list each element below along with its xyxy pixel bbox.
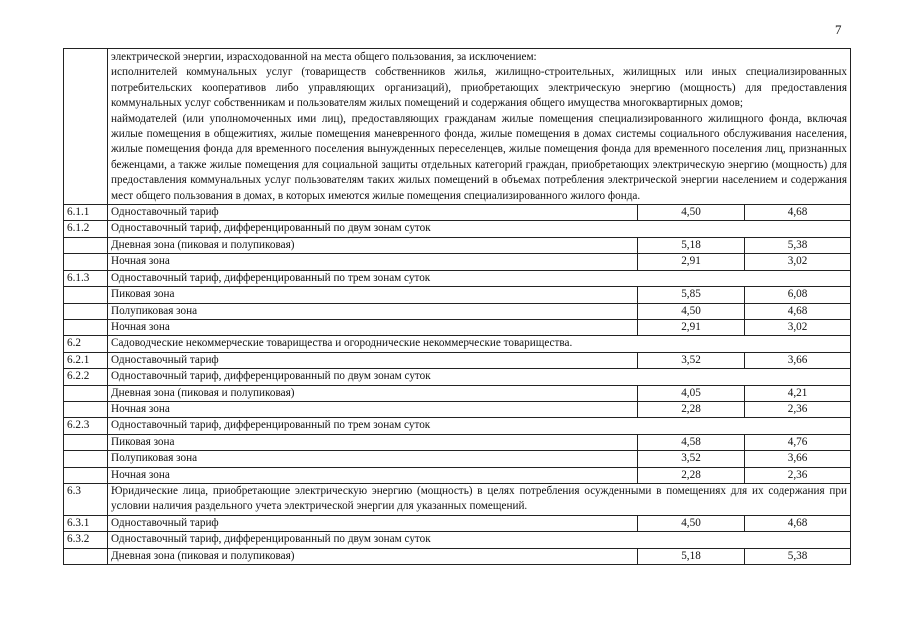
intro-line: наймодателей (или уполномоченных ими лиц), предоставляющих гражданам жилые помещения специализированного жилищного фонда, включая жилые помещения в общежитиях, жилые помещения маневренного фонда, жилые помещения в домах системы социального обслуживания населения, жилые помещения фонда для временного поселения вынужденных переселенцев, жилые помещения фонда для временного поселения лиц, признанных беженцами, а также жилые помещения для социальной защиты отдельных категорий граждан, приобретающих электрическую энергию (мощность) для предоставления коммунальных услуг пользователям таких жилых помещений в объемах потребления электрической энергии населением и содержания мест общего пользования в домах, в которых имеются жилые помещения специализированного жилого фонда. xyxy=(111,112,848,202)
row-number: 6.2.3 xyxy=(64,418,108,434)
row-number: 6.3.1 xyxy=(64,515,108,531)
row-number: 6.2.1 xyxy=(64,352,108,368)
tariff-value-2: 2,36 xyxy=(745,401,851,417)
tariff-value-2: 4,76 xyxy=(745,434,851,450)
tariff-value-2: 5,38 xyxy=(745,237,851,253)
table-row xyxy=(64,287,851,303)
row-number xyxy=(64,467,108,483)
tariff-value-1: 2,91 xyxy=(638,319,745,335)
tariff-value-1: 4,50 xyxy=(638,205,745,221)
row-number xyxy=(64,254,108,270)
row-number: 6.2 xyxy=(64,336,108,352)
row-label: Ночная зона xyxy=(108,254,638,270)
tariff-value-2: 4,68 xyxy=(745,303,851,319)
tariff-value-1: 3,52 xyxy=(638,352,745,368)
tariff-value-1: 3,52 xyxy=(638,451,745,467)
table-row xyxy=(64,205,851,221)
row-label: Ночная зона xyxy=(108,401,638,417)
tariff-value-1: 2,28 xyxy=(638,467,745,483)
row-label: Одноставочный тариф, дифференцированный по двум зонам суток xyxy=(108,532,851,548)
table-row xyxy=(64,352,851,368)
row-number: 6.1.3 xyxy=(64,270,108,286)
row-number xyxy=(64,319,108,335)
row-label: Одноставочный тариф xyxy=(108,515,638,531)
row-number xyxy=(64,434,108,450)
tariff-value-1: 4,50 xyxy=(638,515,745,531)
row-label: Полупиковая зона xyxy=(108,451,638,467)
row-label: Пиковая зона xyxy=(108,434,638,450)
row-label: Одноставочный тариф, дифференцированный по двум зонам суток xyxy=(108,369,851,385)
row-number xyxy=(64,385,108,401)
intro-line: электрической энергии, израсходованной на места общего пользования, за исключением: xyxy=(111,51,537,63)
row-label: Юридические лица, приобретающие электрическую энергию (мощность) в целях потребления осужденными в помещениях для их содержания при условии наличия раздельного учета электрической энергии для указанных помещений. xyxy=(108,483,851,515)
tariff-value-1: 4,58 xyxy=(638,434,745,450)
intro-line: исполнителей коммунальных услуг (товариществ собственников жилья, жилищно-строительных, жилищных или иных специализированных потребительских кооперативов либо управляющих организаций), приобретающих электрическую энергию (мощность) для предоставления коммунальных услуг собственникам и пользователям жилых помещений и содержания общего имущества многоквартирных домов; xyxy=(111,66,848,110)
tariff-value-2: 6,08 xyxy=(745,287,851,303)
table-row xyxy=(64,483,851,515)
tariff-value-1: 5,18 xyxy=(638,237,745,253)
tariff-value-1: 5,85 xyxy=(638,287,745,303)
row-label: Дневная зона (пиковая и полупиковая) xyxy=(108,385,638,401)
table-row xyxy=(64,515,851,531)
tariff-value-2: 4,21 xyxy=(745,385,851,401)
tariff-value-1: 2,91 xyxy=(638,254,745,270)
tariff-value-1: 4,05 xyxy=(638,385,745,401)
row-number xyxy=(64,303,108,319)
table-row xyxy=(64,434,851,450)
tariff-value-1: 5,18 xyxy=(638,548,745,564)
tariff-value-2: 5,38 xyxy=(745,548,851,564)
table-row xyxy=(64,548,851,564)
intro-row xyxy=(64,49,851,205)
row-number xyxy=(64,287,108,303)
tariff-value-2: 4,68 xyxy=(745,205,851,221)
tariff-value-2: 3,02 xyxy=(745,254,851,270)
intro-number-cell xyxy=(64,49,108,205)
table-row xyxy=(64,385,851,401)
tariff-value-2: 3,66 xyxy=(745,451,851,467)
table-row xyxy=(64,451,851,467)
row-label: Одноставочный тариф xyxy=(108,205,638,221)
row-number: 6.2.2 xyxy=(64,369,108,385)
row-number: 6.1.1 xyxy=(64,205,108,221)
row-number xyxy=(64,401,108,417)
row-label: Дневная зона (пиковая и полупиковая) xyxy=(108,548,638,564)
row-number: 6.1.2 xyxy=(64,221,108,237)
tariff-value-1: 4,50 xyxy=(638,303,745,319)
row-label: Одноставочный тариф, дифференцированный по двум зонам суток xyxy=(108,221,851,237)
table-row xyxy=(64,401,851,417)
row-number xyxy=(64,237,108,253)
page-number: 7 xyxy=(835,22,842,37)
row-label: Пиковая зона xyxy=(108,287,638,303)
row-number: 6.3.2 xyxy=(64,532,108,548)
row-label: Дневная зона (пиковая и полупиковая) xyxy=(108,237,638,253)
tariff-table xyxy=(63,48,851,565)
row-number xyxy=(64,548,108,564)
row-label: Ночная зона xyxy=(108,467,638,483)
table-row xyxy=(64,532,851,548)
row-label: Одноставочный тариф xyxy=(108,352,638,368)
table-row xyxy=(64,270,851,286)
tariff-value-2: 3,66 xyxy=(745,352,851,368)
table-row xyxy=(64,254,851,270)
table-row xyxy=(64,303,851,319)
row-label: Полупиковая зона xyxy=(108,303,638,319)
table-row xyxy=(64,237,851,253)
tariff-value-2: 2,36 xyxy=(745,467,851,483)
tariff-value-2: 4,68 xyxy=(745,515,851,531)
tariff-value-1: 2,28 xyxy=(638,401,745,417)
row-label: Одноставочный тариф, дифференцированный по трем зонам суток xyxy=(108,418,851,434)
table-row xyxy=(64,336,851,352)
table-row xyxy=(64,467,851,483)
row-number xyxy=(64,451,108,467)
row-label: Одноставочный тариф, дифференцированный по трем зонам суток xyxy=(108,270,851,286)
table-row xyxy=(64,221,851,237)
intro-description xyxy=(108,49,851,205)
tariff-value-2: 3,02 xyxy=(745,319,851,335)
table-row xyxy=(64,369,851,385)
table-row xyxy=(64,319,851,335)
row-label: Садоводческие некоммерческие товарищества и огороднические некоммерческие товарищества. xyxy=(108,336,851,352)
row-label: Ночная зона xyxy=(108,319,638,335)
table-row xyxy=(64,418,851,434)
row-number: 6.3 xyxy=(64,483,108,515)
